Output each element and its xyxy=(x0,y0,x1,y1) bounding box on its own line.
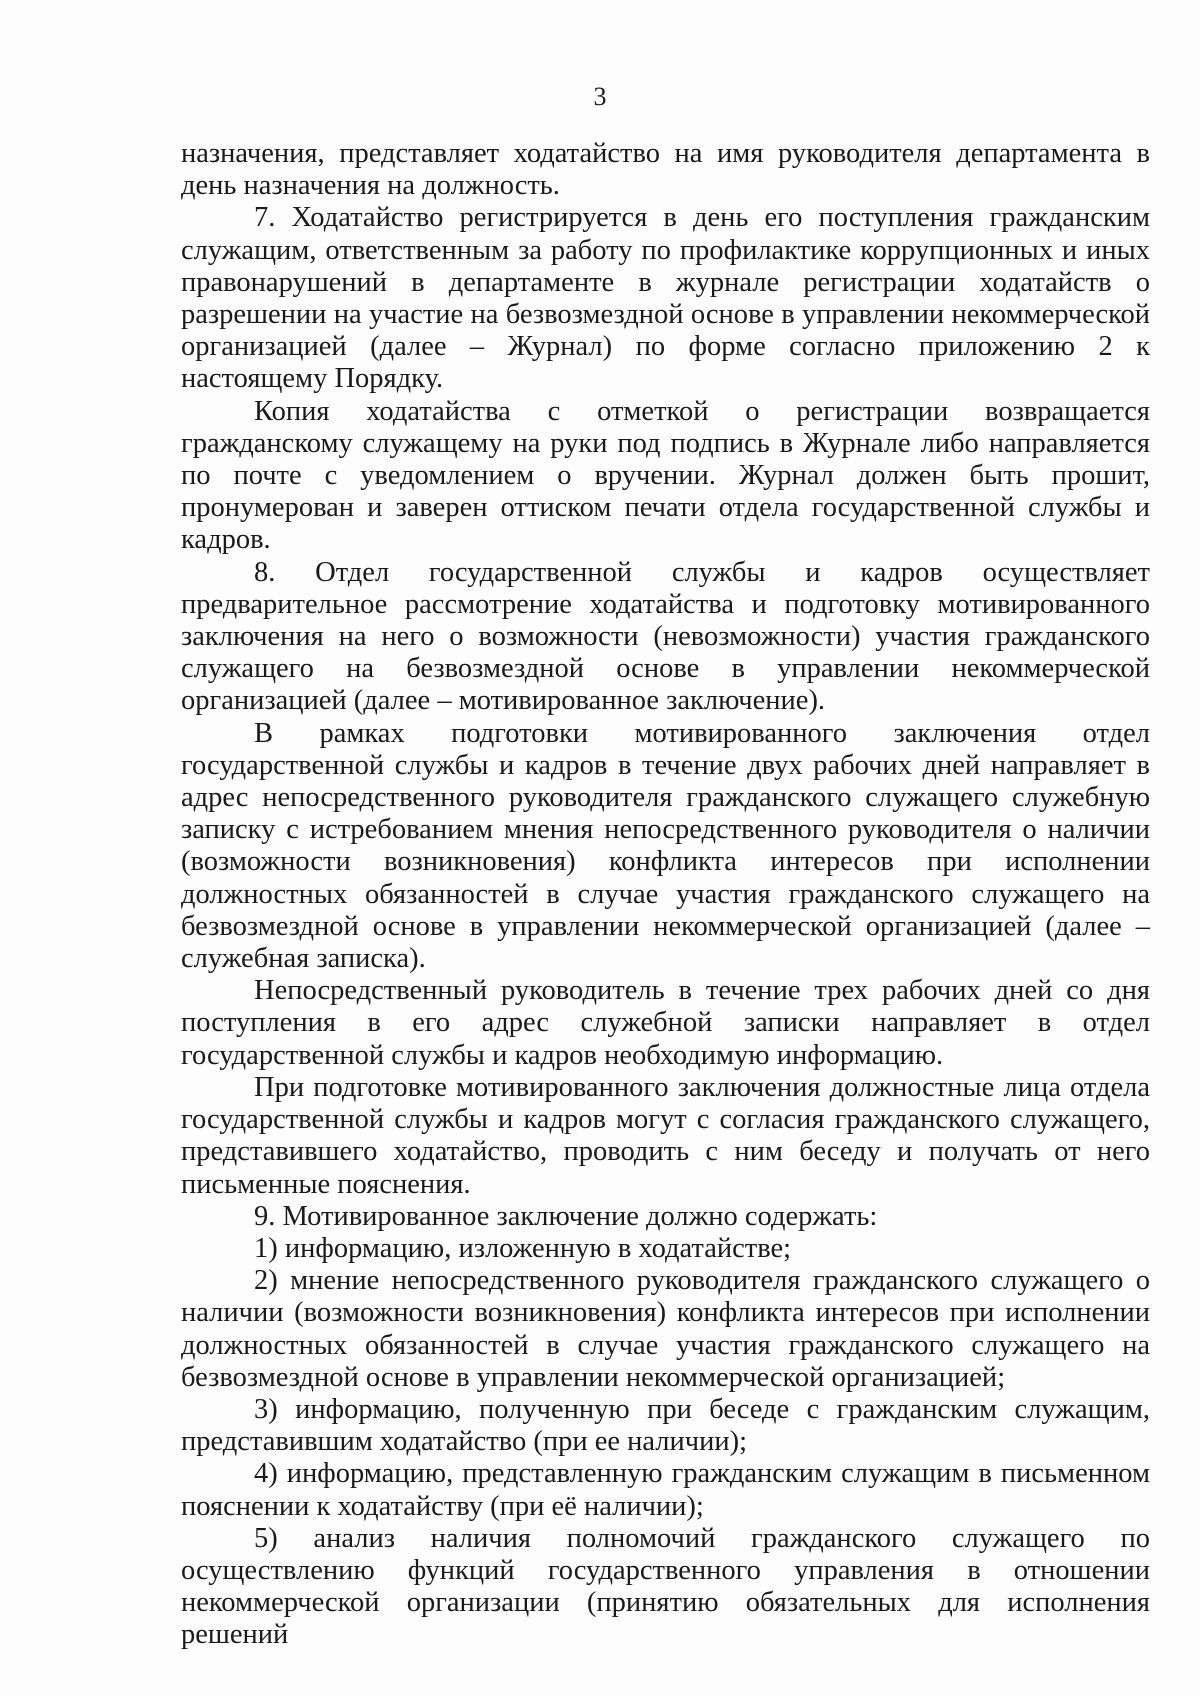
paragraph: 8. Отдел государственной службы и кадров осуществляет предварительное рассмотрение ходатайства и подготовку мотивированного заключения на него о возможности (невозможности) участия гражданского служащего на безвозмездной основе в управлении некоммерческой организацией (далее – мотивированное заключение). xyxy=(181,556,1150,717)
paragraph: 1) информацию, изложенную в ходатайстве; xyxy=(254,1232,792,1264)
paragraph: 7. Ходатайство регистрируется в день его поступления гражданским служащим, ответственным за работу по профилактике коррупционных и иных правонарушений в департаменте в журнале регистрации ходатайств о разрешении на участие на безвозмездной основе в управлении некоммерческой организацией (далее – Журнал) по форме согласно приложению 2 к настоящему Порядку. xyxy=(181,202,1150,395)
paragraph: 5) анализ наличия полномочий гражданского служащего по осуществлению функций государственного управления в отношении некоммерческой организации (принятию обязательных для исполнения решений xyxy=(181,1522,1150,1651)
paragraph: Непосредственный руководитель в течение трех рабочих дней со дня поступления в его адрес служебной записки направляет в отдел государственной службы и кадров необходимую информацию. xyxy=(181,975,1150,1071)
paragraph: При подготовке мотивированного заключения должностные лица отдела государственной службы и кадров могут с согласия гражданского служащего, представившего ходатайство, проводить с ним беседу и получать от него письменные пояснения. xyxy=(181,1071,1150,1200)
paragraph: В рамках подготовки мотивированного заключения отдел государственной службы и кадров в течение двух рабочих дней направляет в адрес непосредственного руководителя гражданского служащего служебную записку с истребованием мнения непосредственного руководителя о наличии (возможности возникновения) конфликта интересов при исполнении должностных обязанностей в случае участия гражданского служащего на безвозмездной основе в управлении некоммерческой организацией (далее – служебная записка). xyxy=(181,717,1150,975)
page-number: 3 xyxy=(593,82,607,111)
paragraph: 9. Мотивированное заключение должно содержать: xyxy=(254,1200,878,1232)
paragraph: 4) информацию, представленную гражданским служащим в письменном пояснении к ходатайству (при её наличии); xyxy=(181,1458,1150,1522)
paragraph: 3) информацию, полученную при беседе с гражданским служащим, представившим ходатайство (при ее наличии); xyxy=(181,1393,1150,1458)
paragraph: назначения, представляет ходатайство на имя руководителя департамента в день назначения на должность. xyxy=(181,138,1150,202)
paragraph: Копия ходатайства с отметкой о регистрации возвращается гражданскому служащему на руки под подпись в Журнале либо направляется по почте с уведомлением о вручении. Журнал должен быть прошит, пронумерован и заверен оттиском печати отдела государственной службы и кадров. xyxy=(181,395,1150,556)
paragraph: 2) мнение непосредственного руководителя гражданского служащего о наличии (возможности возникновения) конфликта интересов при исполнении должностных обязанностей в случае участия гражданского служащего на безвозмездной основе в управлении некоммерческой организацией; xyxy=(181,1265,1150,1393)
document-body xyxy=(181,138,1150,1652)
